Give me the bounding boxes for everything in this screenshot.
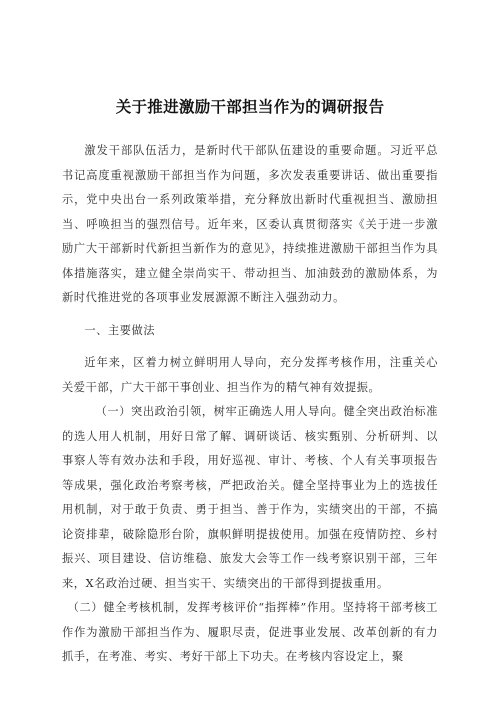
document-title: 关于推进激励干部担当作为的调研报告 [115, 98, 385, 116]
intro-paragraph: 激发干部队伍活力，是新时代干部队伍建设的重要命题。习近平总书记高度重视激励干部担当作为问题，多次发表重要讲话、做出重要指示，党中央出台一系列政策举措，充分释放出新时代重视担当、激励担当、呼唤担当的强烈信号。近年来，区委认真贯彻落实《关于进一步激励广大干部新时代新担当新作为的意见》，持续推进激励干部担当作为具体措施落实，建立健全崇尚实干、带动担当、加油鼓劲的激励体系，为新时代推进党的各项事业发展源源不断注入强劲动力。 [62, 144, 438, 304]
item-paragraph-2: （二）健全考核机制，发挥考核评价“指挥棒”作用。坚持将干部考核工作作为激励干部担当作为、履职尽责，促进事业发展、改革创新的有力抓手，在考准、考实、考好干部上下功夫。在考核内容设定上，聚 [62, 601, 438, 663]
section-heading: 一、主要做法 [84, 323, 156, 337]
section-paragraph: 近年来，区着力树立鲜明用人导向，充分发挥考核作用，注重关心关爱干部，广大干部干事创业、担当作为的精气神有效提振。 [62, 356, 438, 394]
item-paragraph-1: （一）突出政治引领，树牢正确选人用人导向。健全突出政治标准的选人用人机制，用好日常了解、调研谈话、核实甄别、分析研判、以事察人等有效办法和手段，用好巡视、审计、考核、个人有关事项报告等成果，强化政治考察考核，严把政治关。健全坚持事业为上的选拔任用机制，对于敢于负责、勇于担当、善于作为，实绩突出的干部，不搞论资排辈，破除隐形台阶，旗帜鲜明提拔使用。加强在疫情防控、乡村振兴、项目建设、信访维稳、旅发大会等工作一线考察识别干部，三年来，X名政治过硬、担当实干、实绩突出的干部得到提拔重用。 [62, 405, 438, 590]
